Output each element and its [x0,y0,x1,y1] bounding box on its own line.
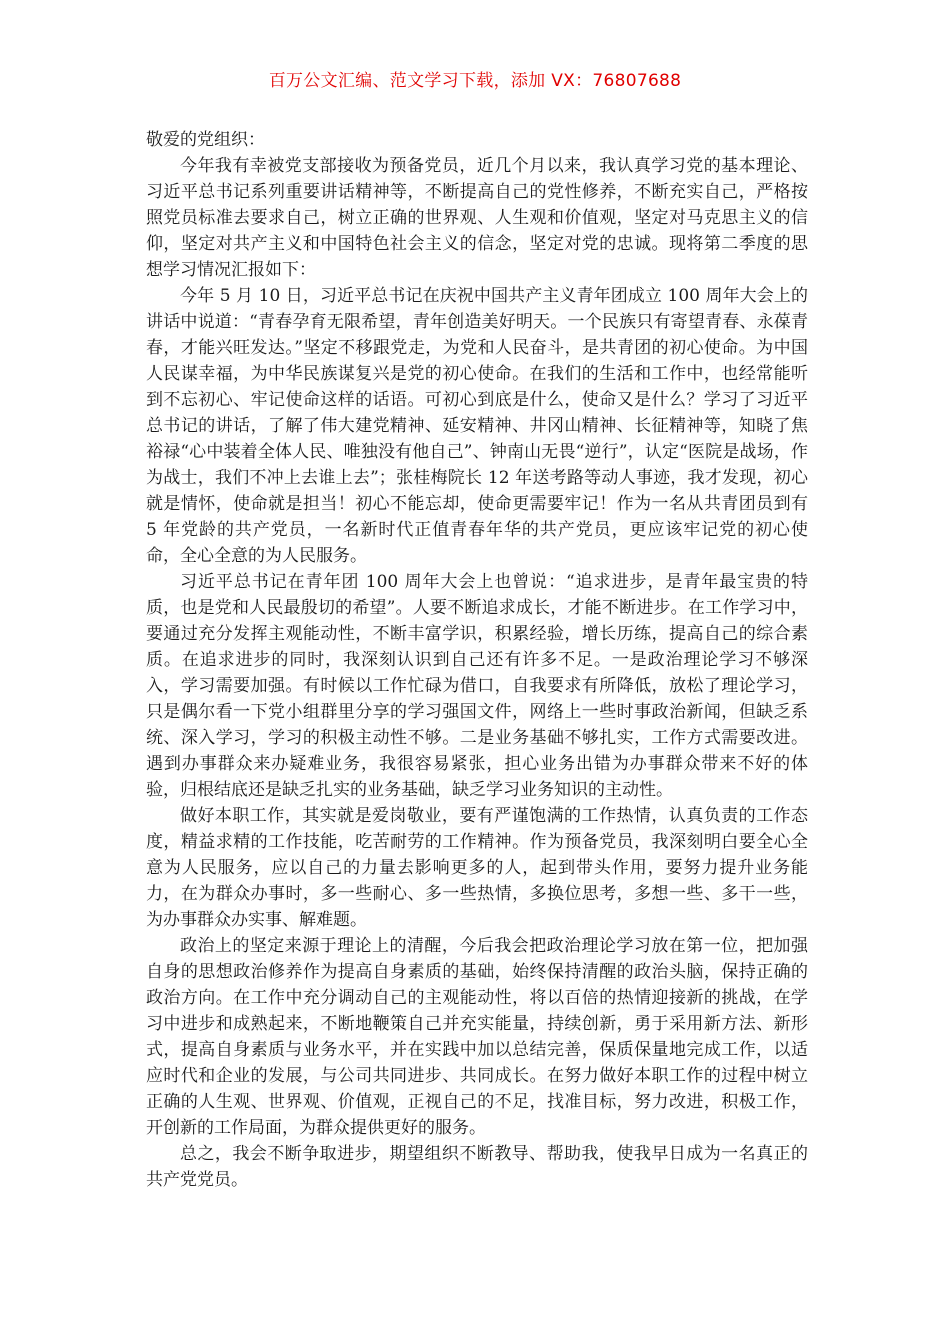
paragraph-conclusion: 总之，我会不断争取进步，期望组织不断教导、帮助我，使我早日成为一名真正的共产党党员。 [146,1144,808,1190]
paragraph-intro: 今年我有幸被党支部接收为预备党员，近几个月以来，我认真学习党的基本理论、习近平总书记系列重要讲话精神等，不断提高自己的党性修养，不断充实自己，严格按照党员标准去要求自己，树立正确的世界观、人生观和价值观，坚定对马克思主义的信仰，坚定对共产主义和中国特色社会主义的信念，坚定对党的忠诚。现将第二季度的思想学习情况汇报如下： [146,156,808,280]
letter-body [146,127,808,1193]
watermark-header: 百万公文汇编、范文学习下载，添加 VX：76807688 [268,71,682,91]
paragraph-political-study: 政治上的坚定来源于理论上的清醒，今后我会把政治理论学习放在第一位，把加强自身的思想政治修养作为提高自身素质的基础，始终保持清醒的政治头脑，保持正确的政治方向。在工作中充分调动自己的主观能动性，将以百倍的热情迎接新的挑战，在学习中进步和成熟起来，不断地鞭策自己并充实能量，持续创新，勇于采用新方法、新形式，提高自身素质与业务水平，并在实践中加以总结完善，保质保量地完成工作，以适应时代和企业的发展，与公司共同进步、共同成长。在努力做好本职工作的过程中树立正确的人生观、世界观、价值观，正视自己的不足，找准目标，努力改进，积极工作，开创新的工作局面，为群众提供更好的服务。 [146,936,808,1138]
paragraph-work-attitude: 做好本职工作，其实就是爱岗敬业，要有严谨饱满的工作热情，认真负责的工作态度，精益求精的工作技能，吃苦耐劳的工作精神。作为预备党员，我深刻明白要全心全意为人民服务，应以自己的力量去影响更多的人，起到带头作用，要努力提升业务能力，在为群众办事时，多一些耐心、多一些热情，多换位思考，多想一些、多干一些，为办事群众办实事、解难题。 [146,806,808,930]
salutation: 敬爱的党组织： [146,130,265,150]
paragraph-youth-speech: 今年 5 月 10 日，习近平总书记在庆祝中国共产主义青年团成立 100 周年大会上的讲话中说道：“青春孕育无限希望，青年创造美好明天。一个民族只有寄望青春、永葆青春，才能兴旺发达。”坚定不移跟党走，为党和人民奋斗，是共青团的初心使命。为中国人民谋幸福，为中华民族谋复兴是党的初心使命。在我们的生活和工作中，也经常能听到不忘初心、牢记使命这样的话语。可初心到底是什么，使命又是什么？学习了习近平总书记的讲话，了解了伟大建党精神、延安精神、井冈山精神、长征精神等，知晓了焦裕禄“心中装着全体人民、唯独没有他自己”、钟南山无畏“逆行”，认定“医院是战场，作为战士，我们不冲上去谁上去”；张桂梅院长 12 年送考路等动人事迹，我才发现，初心就是情怀，使命就是担当！初心不能忘却，使命更需要牢记！作为一名从共青团员到有 5 年党龄的共产党员，一名新时代正值青春年华的共产党员，更应该牢记党的初心使命，全心全意的为人民服务。 [146,286,808,566]
paragraph-self-reflection: 习近平总书记在青年团 100 周年大会上也曾说：“追求进步，是青年最宝贵的特质，也是党和人民最殷切的希望”。人要不断追求成长，才能不断进步。在工作学习中，要通过充分发挥主观能动性，不断丰富学识，积累经验，增长历练，提高自己的综合素质。在追求进步的同时，我深刻认识到自己还有许多不足。一是政治理论学习不够深入，学习需要加强。有时候以工作忙碌为借口，自我要求有所降低，放松了理论学习，只是偶尔看一下党小组群里分享的学习强国文件，网络上一些时事政治新闻，但缺乏系统、深入学习，学习的积极主动性不够。二是业务基础不够扎实，工作方式需要改进。遇到办事群众来办疑难业务，我很容易紧张，担心业务出错为办事群众带来不好的体验，归根结底还是缺乏扎实的业务基础，缺乏学习业务知识的主动性。 [146,572,808,800]
